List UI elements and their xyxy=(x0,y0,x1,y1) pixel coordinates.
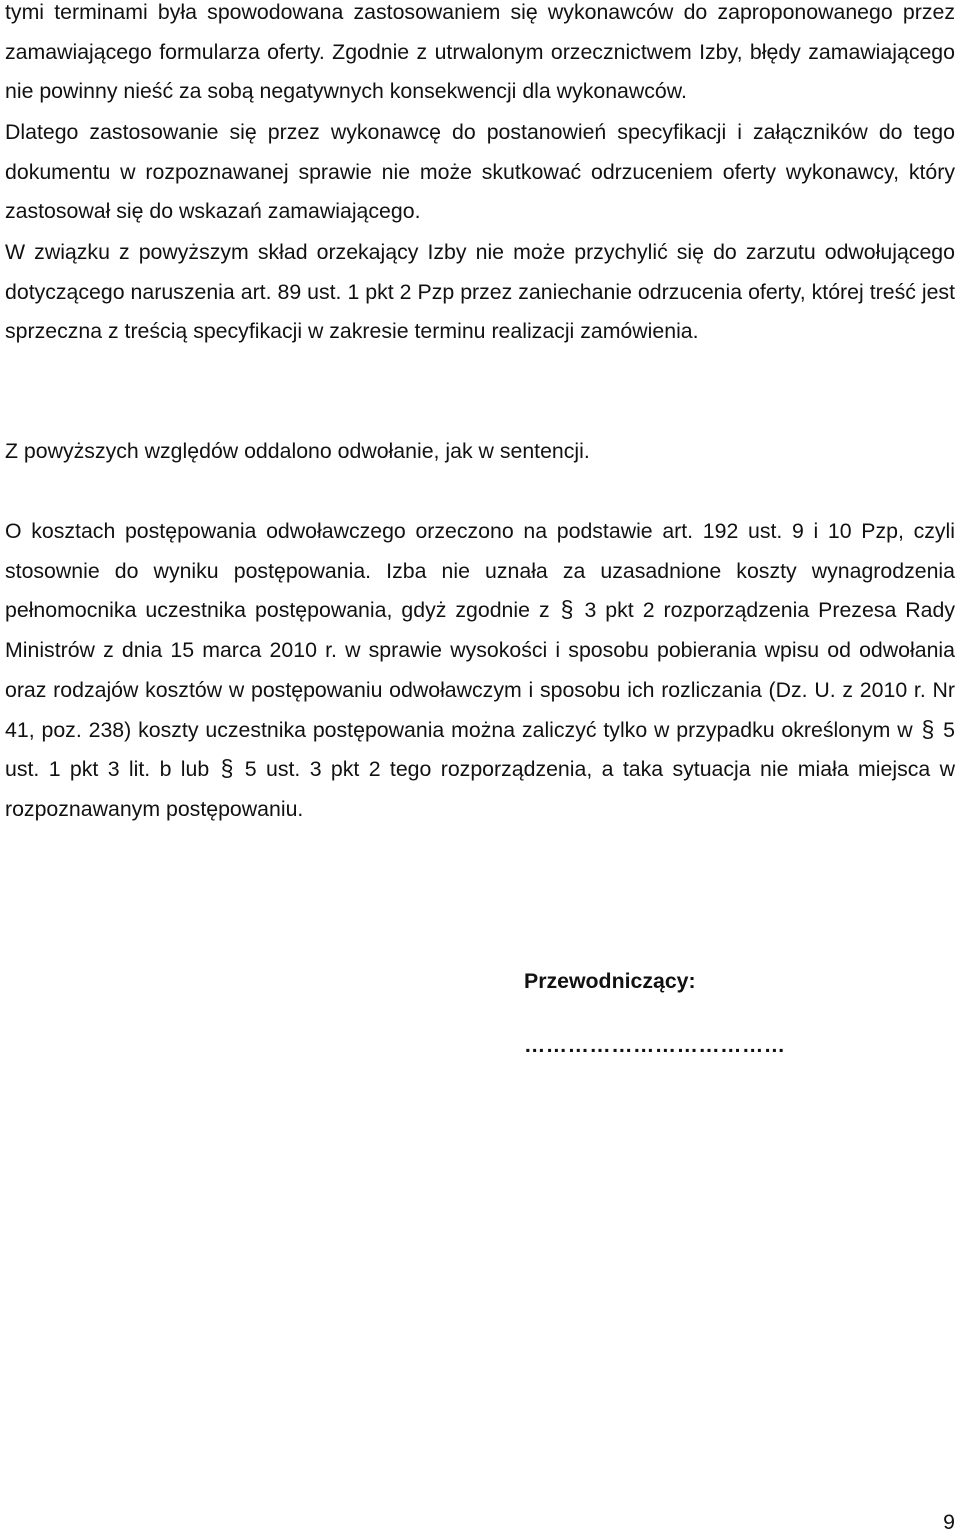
paragraph-koszty xyxy=(5,512,955,830)
signature-label: Przewodniczący: xyxy=(524,969,696,993)
paragraph-sign: § xyxy=(560,596,574,623)
signature-line: ……………………………… xyxy=(524,1033,786,1057)
koszty-text-c: 5 ust. 1 pkt 3 lit. b lub xyxy=(5,717,956,782)
paragraph-sign: § xyxy=(921,715,935,742)
paragraph-zarzut-art-89: W związku z powyższym skład orzekający Izby nie może przychylić się do zarzutu odwołującego dotyczącego naruszenia art. 89 ust. 1 pkt 2 Pzp przez zaniechanie odrzucenia oferty, której treść jest sprzeczna z treścią specyfikacji w zakresie terminu realizacji zamówienia. xyxy=(5,240,955,344)
paragraph-specyfikacja: Dlatego zastosowanie się przez wykonawcę do postanowień specyfikacji i załączników do tego dokumentu w rozpoznawanej sprawie nie może skutkować odrzuceniem oferty wykonawcy, który zastosował się do wskazań zamawiającego. xyxy=(5,120,955,224)
koszty-text-a: O kosztach postępowania odwoławczego orzeczono na podstawie art. 192 ust. 9 i 10 Pzp, czyli stosownie do wyniku postępowania. Izba nie uznała za uzasadnione koszty wynagrodzenia pełnomocnika uczestnika postępowania, gdyż zgodnie z xyxy=(5,519,955,623)
paragraph-formularz-oferty: tymi terminami była spowodowana zastosowaniem się wykonawców do zaproponowanego przez zamawiającego formularza oferty. Zgodnie z utrwalonym orzecznictwem Izby, błędy zamawiającego nie powinny nieść za sobą negatywnych konsekwencji dla wykonawców. xyxy=(5,0,955,104)
paragraph-sign: § xyxy=(220,755,234,782)
paragraph-oddalenie: Z powyższych względów oddalono odwołanie, jak w sentencji. xyxy=(5,439,590,463)
page-number: 9 xyxy=(943,1510,955,1534)
koszty-text-b: 3 pkt 2 rozporządzenia Prezesa Rady Ministrów z dnia 15 marca 2010 r. w sprawie wysokości i sposobu pobierania wpisu od odwołania oraz rodzajów kosztów w postępowaniu odwoławczym i sposobu ich rozliczania (Dz. U. z 2010 r. Nr 41, poz. 238) koszty uczestnika postępowania można zaliczyć tylko w przypadku określonym w xyxy=(5,598,956,742)
koszty-text-d: 5 ust. 3 pkt 2 tego rozporządzenia, a taka sytuacja nie miała miejsca w rozpoznawanym postępowaniu. xyxy=(5,757,955,821)
